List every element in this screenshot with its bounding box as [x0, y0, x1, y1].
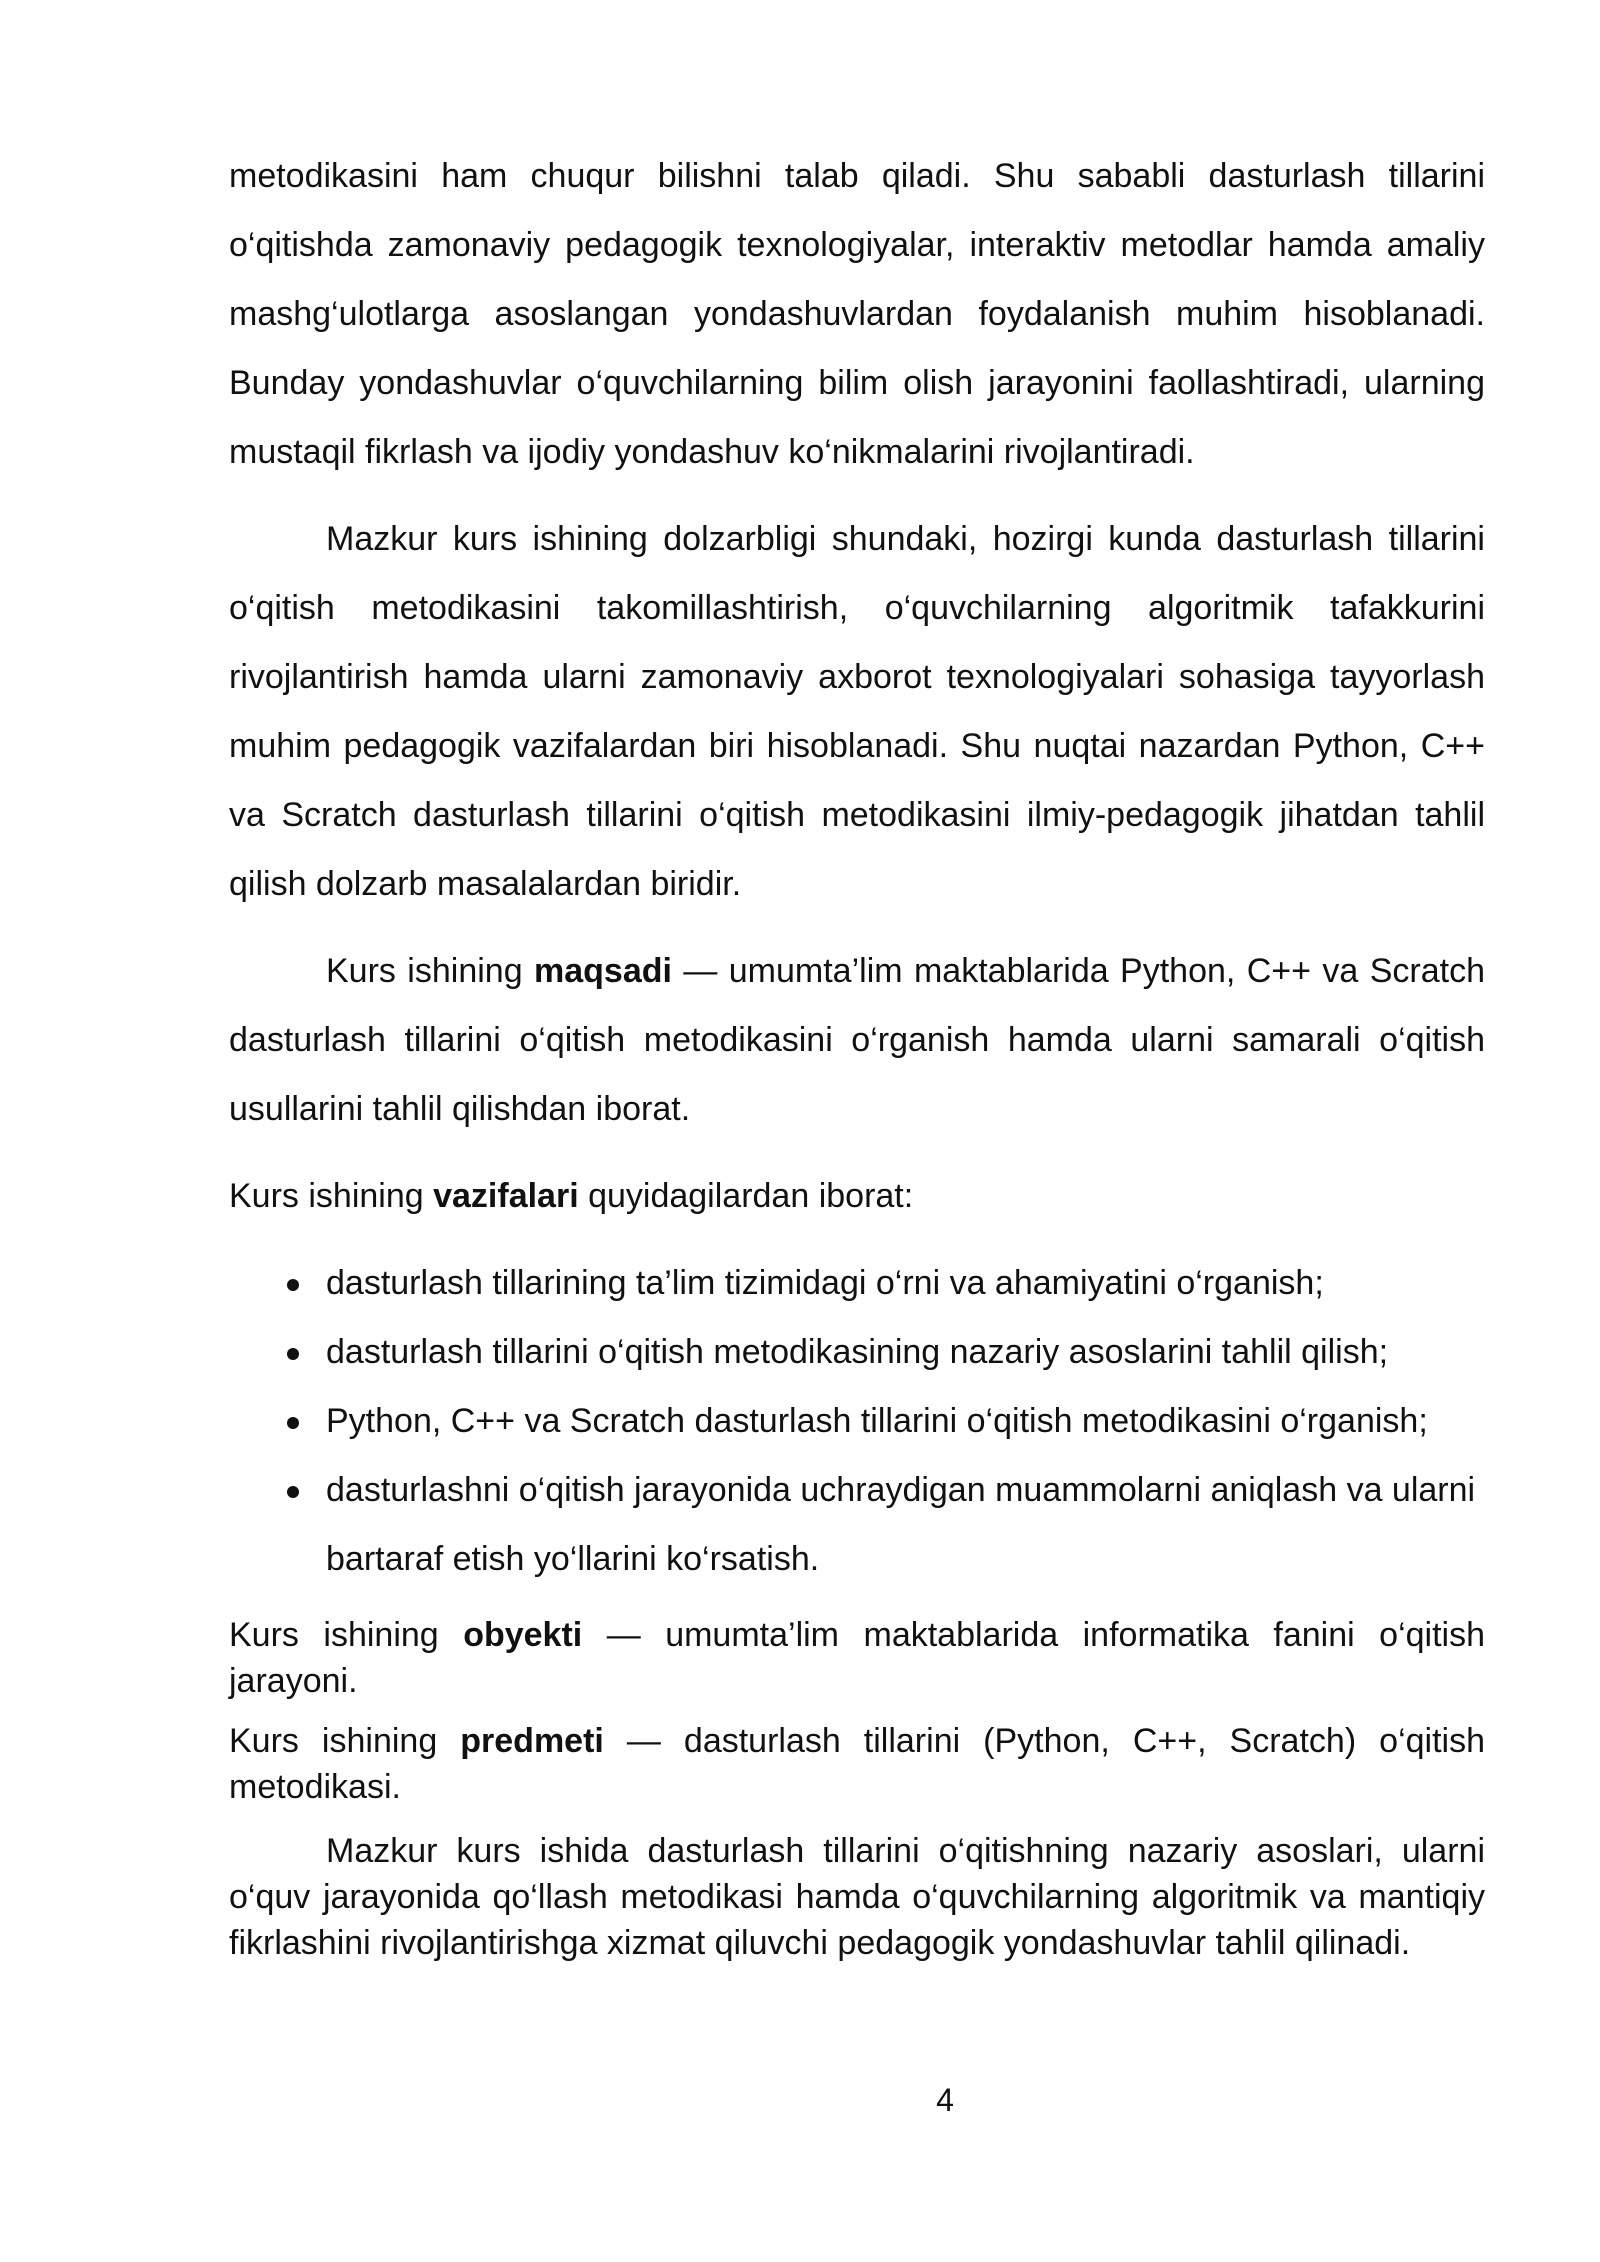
- tasks-term: vazifalari: [433, 1177, 579, 1215]
- paragraph-tasks-intro: [229, 1162, 1485, 1231]
- bullet-icon: [287, 1279, 299, 1291]
- goal-lead: Kurs ishining: [326, 952, 535, 990]
- list-item: [229, 1456, 1499, 1594]
- bullet-icon: [287, 1348, 299, 1360]
- tasks-text: quyidagilardan iborat:: [578, 1177, 914, 1215]
- list-item-text: dasturlash tillarining ta’lim tizimidagi o‘rni va ahamiyatini o‘rganish;: [326, 1264, 1324, 1302]
- list-item: [229, 1249, 1499, 1318]
- subject-term: predmeti: [460, 1722, 604, 1760]
- list-item: [229, 1318, 1499, 1387]
- paragraph-relevance: Mazkur kurs ishining dolzarbligi shundaki, hozirgi kunda dasturlash tillarini o‘qitish metodikasini takomillashtirish, o‘quvchilarning algoritmik tafakkurini rivojlantirish hamda ularni zamonaviy axborot texnologiyalari sohasiga tayyorlash muhim pedagogik vazifalardan biri hisoblanadi. Shu nuqtai nazardan Python, C++ va Scratch dasturlash tillarini o‘qitish metodikasini ilmiy-pedagogik jihatdan tahlil qilish dolzarb masalalardan biridir.: [229, 520, 1485, 903]
- bullet-icon: [287, 1486, 299, 1498]
- list-item: [229, 1387, 1499, 1456]
- paragraph-object: [229, 1612, 1485, 1704]
- list-item-text: dasturlash tillarini o‘qitish metodikasining nazariy asoslarini tahlil qilish;: [326, 1333, 1389, 1371]
- page-number: 4: [936, 2082, 954, 2118]
- object-text: — umumta’lim maktablarida informatika fanini o‘qitish jarayoni.: [229, 1616, 1485, 1700]
- paragraph-subject: [229, 1718, 1485, 1810]
- paragraph-goal: [229, 937, 1485, 1144]
- object-term: obyekti: [463, 1616, 583, 1654]
- page-body: [229, 142, 1485, 1966]
- bullet-icon: [287, 1417, 299, 1429]
- object-lead: Kurs ishining: [229, 1616, 464, 1654]
- goal-text: — umumta’lim maktablarida Python, C++ va Scratch dasturlash tillarini o‘qitish metodikasini o‘rganish hamda ularni samarali o‘qitish usullarini tahlil qilishdan iborat.: [229, 952, 1485, 1128]
- subject-text: — dasturlash tillarini (Python, C++, Scratch) o‘qitish metodikasi.: [229, 1722, 1485, 1806]
- goal-term: maqsadi: [534, 952, 672, 990]
- paragraph-closing: Mazkur kurs ishida dasturlash tillarini o‘qitishning nazariy asoslari, ularni o‘quv jarayonida qo‘llash metodikasi hamda o‘quvchilarning algoritmik va mantiqiy fikrlashini rivojlantirishga xizmat qiluvchi pedagogik yondashuvlar tahlil qilinadi.: [229, 1832, 1485, 1962]
- list-item-text: dasturlashni o‘qitish jarayonida uchraydigan muammolarni aniqlash va ularni bartaraf etish yo‘llarini ko‘rsatish.: [326, 1471, 1476, 1578]
- tasks-lead: Kurs ishining: [229, 1177, 434, 1215]
- tasks-list: [229, 1249, 1485, 1594]
- subject-lead: Kurs ishining: [229, 1722, 461, 1760]
- paragraph-intro-continuation: metodikasini ham chuqur bilishni talab qiladi. Shu sababli dasturlash tillarini o‘qitishda zamonaviy pedagogik texnologiyalar, interaktiv metodlar hamda amaliy mashg‘ulotlarga asoslangan yondashuvlardan foydalanish muhim hisoblanadi. Bunday yondashuvlar o‘quvchilarning bilim olish jarayonini faollashtiradi, ularning mustaqil fikrlash va ijodiy yondashuv ko‘nikmalarini rivojlantiradi.: [229, 157, 1485, 471]
- list-item-text: Python, C++ va Scratch dasturlash tillarini o‘qitish metodikasini o‘rganish;: [326, 1402, 1428, 1440]
